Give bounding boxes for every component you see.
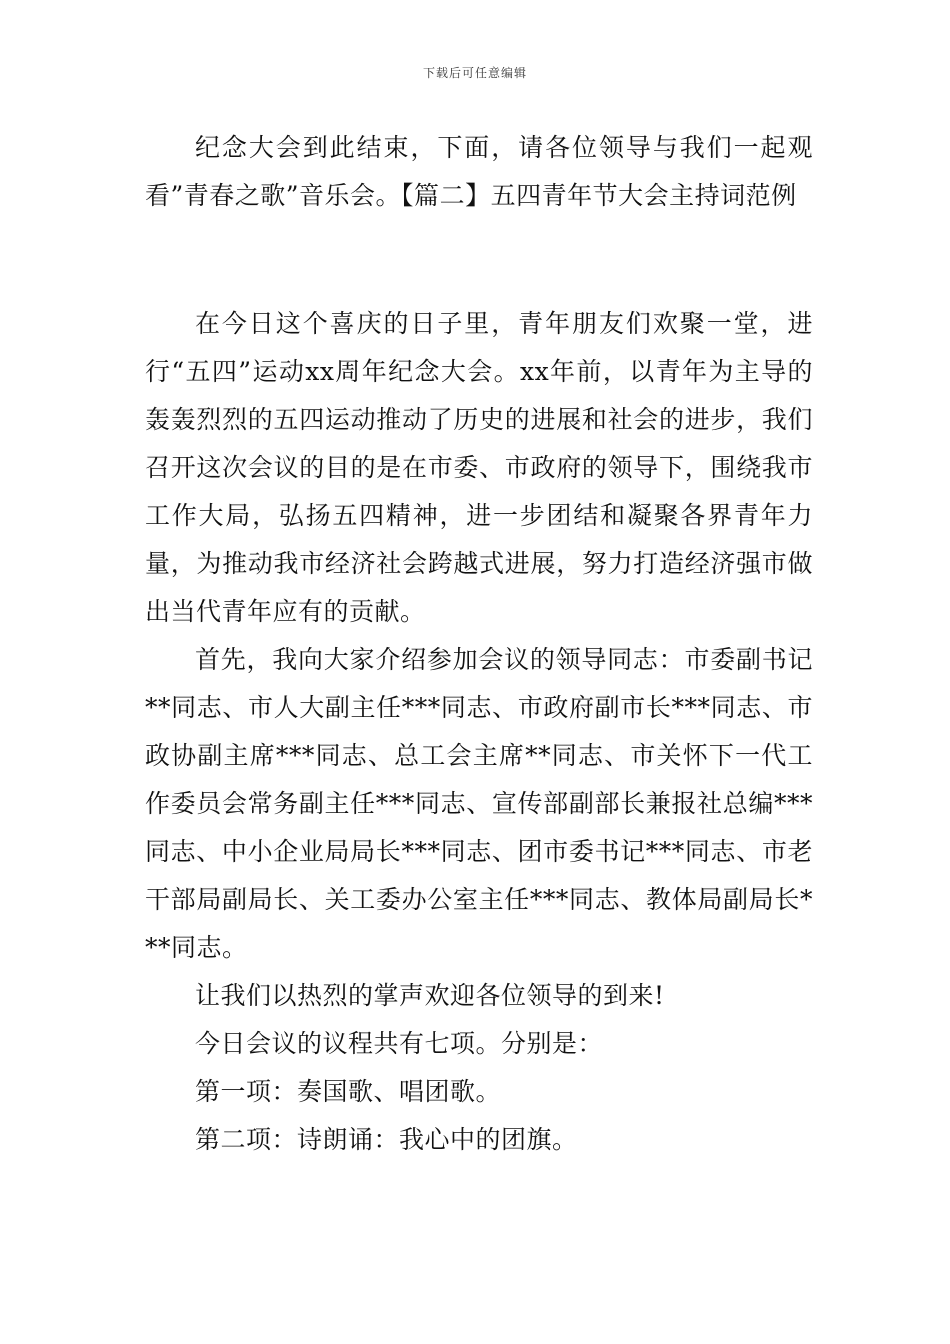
paragraph-closing-and-title: 纪念大会到此结束，下面，请各位领导与我们一起观看”青春之歌”音乐会。【篇二】五四青年节大会主持词范例: [145, 133, 813, 210]
paragraph-welcome: 让我们以热烈的掌声欢迎各位领导的到来!: [195, 981, 665, 1010]
document-body: [145, 124, 813, 1164]
paragraph-gap: [145, 220, 813, 300]
paragraph-agenda-intro: 今日会议的议程共有七项。分别是：: [195, 1029, 604, 1058]
paragraph-leaders-introduction: 首先，我向大家介绍参加会议的领导同志：市委副书记**同志、市人大副主任***同志、市政府副市长***同志、市政协副主席***同志、总工会主席**同志、市关怀下一代工作委员会常务副主任***同志、宣传部副部长兼报社总编***同志、中小企业局局长***同志、团市委书记***同志、市老干部局副局长、关工委办公室主任***同志、教体局副局长***同志。: [145, 645, 813, 962]
page-header-note: 下载后可任意编辑: [422, 66, 527, 80]
paragraph-opening: 在今日这个喜庆的日子里，青年朋友们欢聚一堂，进行“五四”运动xx周年纪念大会。xx年前，以青年为主导的轰轰烈烈的五四运动推动了历史的进展和社会的进步，我们召开这次会议的目的是在市委、市政府的领导下，围绕我市工作大局，弘扬五四精神，进一步团结和凝聚各界青年力量，为推动我市经济社会跨越式进展，努力打造经济强市做出当代青年应有的贡献。: [145, 309, 813, 626]
agenda-item-2: 第二项：诗朗诵：我心中的团旗。: [195, 1125, 578, 1154]
agenda-item-1: 第一项：奏国歌、唱团歌。: [195, 1077, 502, 1106]
